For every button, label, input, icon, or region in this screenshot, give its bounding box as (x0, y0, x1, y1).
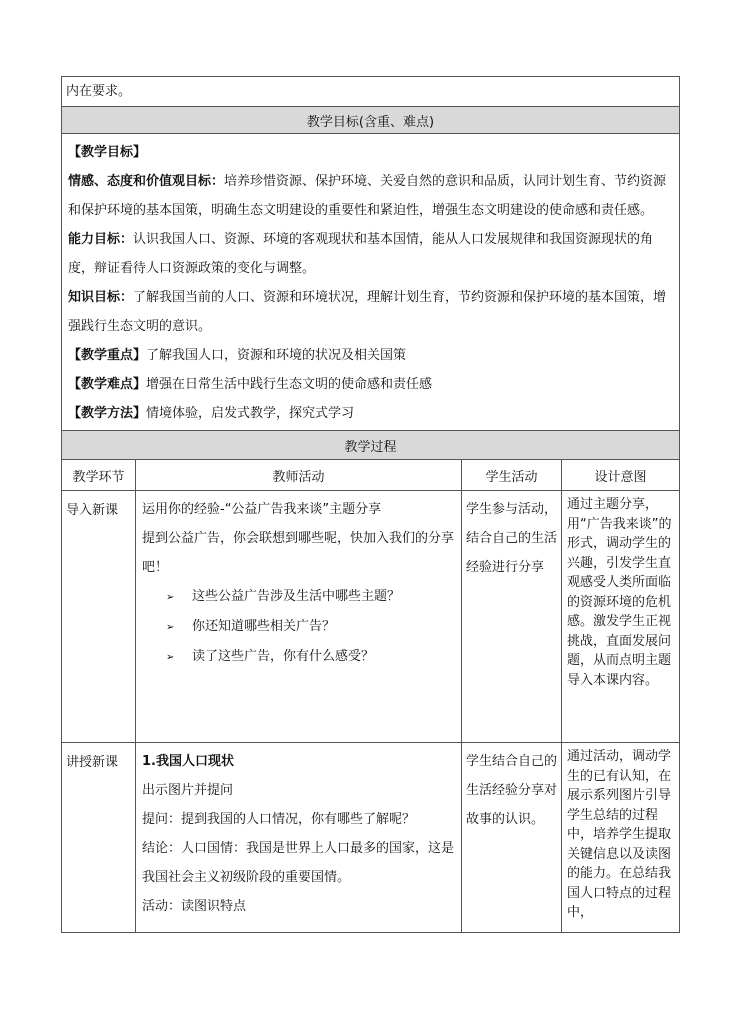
emotion-objective (62, 167, 679, 225)
teacher-line: 结论：人口国情：我国是世界上人口最多的国家，这是我国社会主义初级阶段的重要国情。 (142, 841, 455, 885)
bullet-item: ➢ 这些公益广告涉及生活中哪些主题？ (136, 582, 461, 612)
teacher-line: 出示图片并提问 (142, 783, 234, 798)
process-header-row (62, 431, 680, 460)
teacher-line: 活动：读图识特点 (142, 899, 247, 914)
objectives-row (62, 134, 680, 431)
lesson-plan-table (61, 76, 680, 933)
knowledge-label: 知识目标： (68, 290, 134, 305)
arrow-right-icon: ➢ (166, 652, 175, 663)
method-label: 【教学方法】 (68, 406, 147, 421)
ability-label: 能力目标： (68, 232, 134, 247)
difficulty-label: 【教学难点】 (68, 377, 147, 392)
objectives-heading: 【教学目标】 (68, 145, 147, 160)
emotion-text: 培养珍惜资源、保护环境、关爱自然的意识和品质，认同计划生育、节约资源和保护环境的基本国策，明确生态文明建设的重要性和紧迫性，增强生态文明建设的使命感和责任感。 (68, 174, 667, 218)
key-text: 了解我国人口，资源和环境的状况及相关国策 (146, 348, 407, 363)
bullet-item: ➢ 你还知道哪些相关广告？ (136, 612, 461, 642)
objectives-header: 教学目标(含重、难点) (62, 107, 680, 134)
difficulty-point (62, 370, 679, 399)
student-activity: 学生结合自己的生活经验分享对故事的认识。 (466, 754, 558, 827)
arrow-right-icon: ➢ (166, 592, 175, 603)
ability-text: 认识我国人口、资源、环境的客观现状和基本国情，能从人口发展规律和我国资源现状的角度，辩证看待人口资源政策的变化与调整。 (68, 232, 654, 276)
knowledge-text: 了解我国当前的人口、资源和环境状况，理解计划生育，节约资源和保护环境的基本国策，增强践行生态文明的意识。 (68, 290, 667, 334)
teacher-line: 运用你的经验-“公益广告我来谈”主题分享 (142, 502, 382, 517)
table-row (62, 491, 680, 743)
column-header-student: 学生活动 (462, 460, 562, 491)
design-intent: 通过主题分享，用“广告我来谈”的形式，调动学生的兴趣，引发学生直观感受人类所面临的资源环境的危机感。激发学生正视挑战，直面发展问题，从而点明主题导入本课内容。 (567, 497, 672, 688)
design-intent: 通过活动，调动学生的已有认知，在展示系列图片引导学生总结的过程中，培养学生提取关键信息以及读图的能力。在总结我国人口特点的过程中， (567, 749, 672, 920)
emotion-label: 情感、态度和价值观目标： (68, 174, 225, 189)
objectives-header-row (62, 107, 680, 134)
process-header: 教学过程 (62, 431, 680, 460)
knowledge-objective (62, 283, 679, 341)
top-text: 内在要求。 (66, 84, 132, 99)
bullet-item: ➢ 读了这些广告，你有什么感受？ (136, 642, 461, 672)
teacher-section-title: 1.我国人口现状 (142, 754, 234, 769)
method-text: 情境体验，启发式教学，探究式学习 (146, 406, 355, 421)
stage-cell: 讲授新课 (62, 743, 136, 933)
document-page (61, 76, 679, 933)
student-activity: 学生参与活动，结合自己的生活经验进行分享 (466, 502, 558, 575)
teacher-line: 提问：提到我国的人口情况，你有哪些了解呢？ (142, 812, 416, 827)
arrow-right-icon: ➢ (166, 622, 175, 633)
column-header-design: 设计意图 (562, 460, 680, 491)
table-row (62, 743, 680, 933)
top-row (62, 77, 680, 107)
teaching-method (62, 399, 679, 428)
difficulty-text: 增强在日常生活中践行生态文明的使命感和责任感 (146, 377, 433, 392)
column-header-teacher: 教师活动 (136, 460, 462, 491)
key-label: 【教学重点】 (68, 348, 147, 363)
key-point (62, 341, 679, 370)
column-header-row (62, 460, 680, 491)
stage-cell: 导入新课 (62, 491, 136, 743)
column-header-stage: 教学环节 (62, 460, 136, 491)
ability-objective (62, 225, 679, 283)
teacher-line: 提到公益广告，你会联想到哪些呢，快加入我们的分享吧！ (142, 531, 455, 575)
